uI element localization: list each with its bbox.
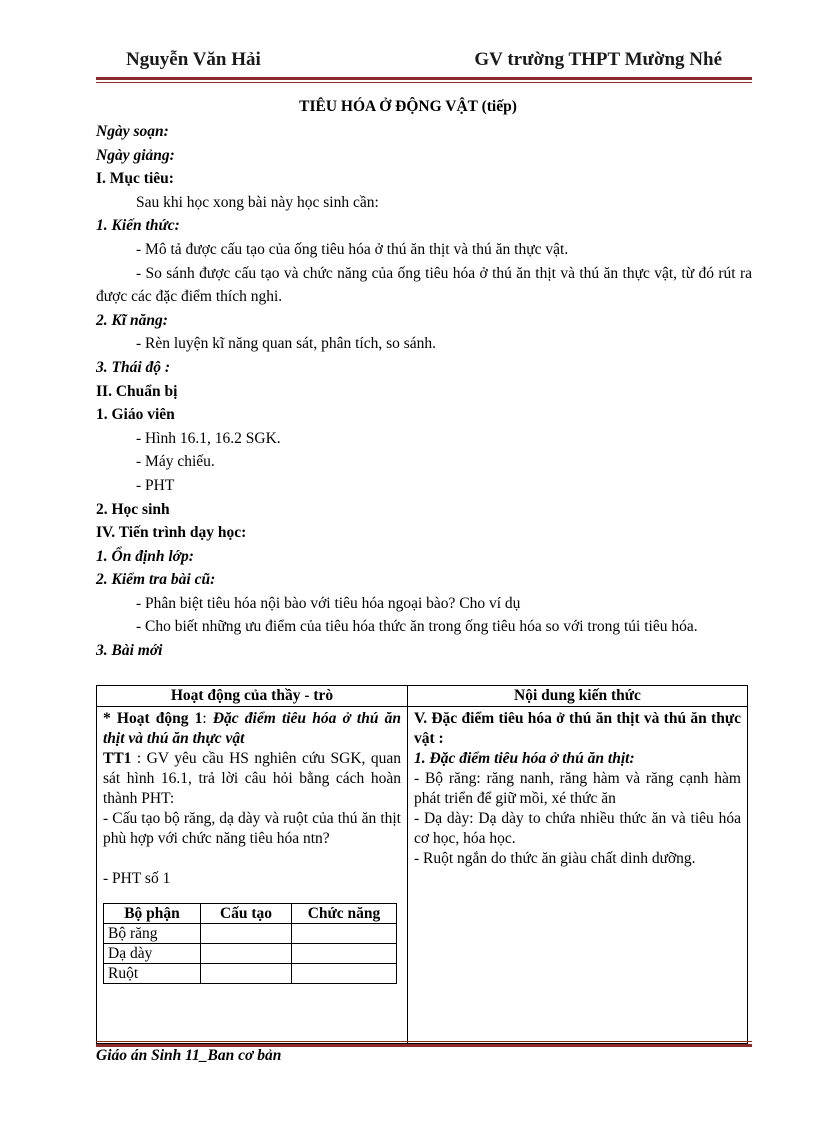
page-header <box>96 47 752 75</box>
author-name: Nguyễn Văn Hải <box>126 49 261 70</box>
prep-date: Ngày soạn: <box>96 123 169 140</box>
lesson-table <box>96 685 748 1044</box>
pht-header-structure: Cấu tạo <box>201 904 292 924</box>
page-footer: Giáo án Sinh 11_Ban cơ bản <box>96 1047 282 1064</box>
skills-item: - Rèn luyện kĩ năng quan sát, phân tích, so sánh. <box>136 335 437 353</box>
section-preparation: II. Chuẩn bị <box>96 382 178 400</box>
content-cell <box>408 707 748 1044</box>
pht-row-label: Bộ răng <box>104 924 201 944</box>
activity-label: * Hoạt động 1 <box>103 710 203 727</box>
pht-table <box>103 903 397 984</box>
heading-skills: 2. Kĩ năng: <box>96 311 168 329</box>
heading-teacher: 1. Giáo viên <box>96 406 175 424</box>
activity-title: Đặc điểm tiêu hóa ở thú ăn thịt và thú ăn thực vật <box>103 710 401 747</box>
task-text: : GV yêu cầu HS nghiên cứu SGK, quan sát hình 16.1, trả lời câu hỏi bằng cách hoàn thành PHT: <box>103 750 401 807</box>
task-question: - Cấu tạo bộ răng, dạ dày và ruột của thú ăn thịt phù hợp với chức năng tiêu hóa ntn? <box>103 810 401 847</box>
knowledge-item-1: - Mô tả được cấu tạo của ống tiêu hóa ở thú ăn thịt và thú ăn thực vật. <box>136 240 569 258</box>
activity-separator: : <box>202 710 213 727</box>
table-row <box>104 924 397 944</box>
content-heading: V. Đặc điểm tiêu hóa ở thú ăn thịt và thú ăn thực vật : <box>414 710 741 747</box>
column-header-content: Nội dung kiến thức <box>408 686 748 707</box>
content-subheading: 1. Đặc điểm tiêu hóa ở thú ăn thịt: <box>414 750 635 767</box>
task-label: TT1 <box>103 750 132 767</box>
heading-class-order: 1. Ổn định lớp: <box>96 547 194 565</box>
heading-review: 2. Kiểm tra bài cũ: <box>96 571 216 589</box>
activities-cell <box>97 707 408 1044</box>
lesson-body <box>96 120 752 663</box>
teacher-item-3: - PHT <box>136 476 175 494</box>
heading-attitude: 3. Thái độ : <box>96 358 171 376</box>
section-procedure: IV. Tiến trình dạy học: <box>96 524 247 542</box>
table-row <box>104 964 397 984</box>
pht-row-label: Dạ dày <box>104 944 201 964</box>
pht-header-part: Bộ phận <box>104 904 201 924</box>
table-row <box>104 944 397 964</box>
pht-header-function: Chức năng <box>292 904 397 924</box>
heading-student: 2. Học sinh <box>96 500 170 518</box>
school-name: GV trường THPT Mường Nhé <box>474 49 722 70</box>
header-rule <box>96 77 752 83</box>
teach-date: Ngày giảng: <box>96 146 175 164</box>
knowledge-item-2: - So sánh được cấu tạo và chức năng của ống tiêu hóa ở thú ăn thịt và thú ăn thực vật, từ đó rút ra được các đặc điểm thích nghi. <box>96 264 752 306</box>
pht-row-label: Ruột <box>104 964 201 984</box>
content-item-intestine: - Ruột ngắn do thức ăn giàu chất dinh dưỡng. <box>414 850 696 867</box>
teacher-item-2: - Máy chiếu. <box>136 453 215 471</box>
teacher-item-1: - Hình 16.1, 16.2 SGK. <box>136 429 281 447</box>
section-objectives: I. Mục tiêu: <box>96 170 174 188</box>
column-header-activities: Hoạt động của thầy - trò <box>97 686 408 707</box>
heading-knowledge: 1. Kiến thức: <box>96 217 180 235</box>
review-question-1: - Phân biệt tiêu hóa nội bào với tiêu hóa ngoại bào? Cho ví dụ <box>136 594 521 612</box>
content-item-stomach: - Dạ dày: Dạ dày to chứa nhiều thức ăn và tiêu hóa cơ học, hóa học. <box>414 810 741 847</box>
review-question-2: - Cho biết những ưu điểm của tiêu hóa thức ăn trong ống tiêu hóa so với trong túi tiêu hóa. <box>136 618 698 636</box>
heading-new-lesson: 3. Bài mới <box>96 642 163 660</box>
lesson-title: TIÊU HÓA Ở ĐỘNG VẬT (tiếp) <box>299 98 517 115</box>
pht-label: - PHT số 1 <box>103 870 171 887</box>
objectives-intro: Sau khi học xong bài này học sinh cần: <box>136 193 379 211</box>
content-item-teeth: - Bộ răng: răng nanh, răng hàm và răng cạnh hàm phát triển để giữ mồi, xé thức ăn <box>414 770 741 807</box>
